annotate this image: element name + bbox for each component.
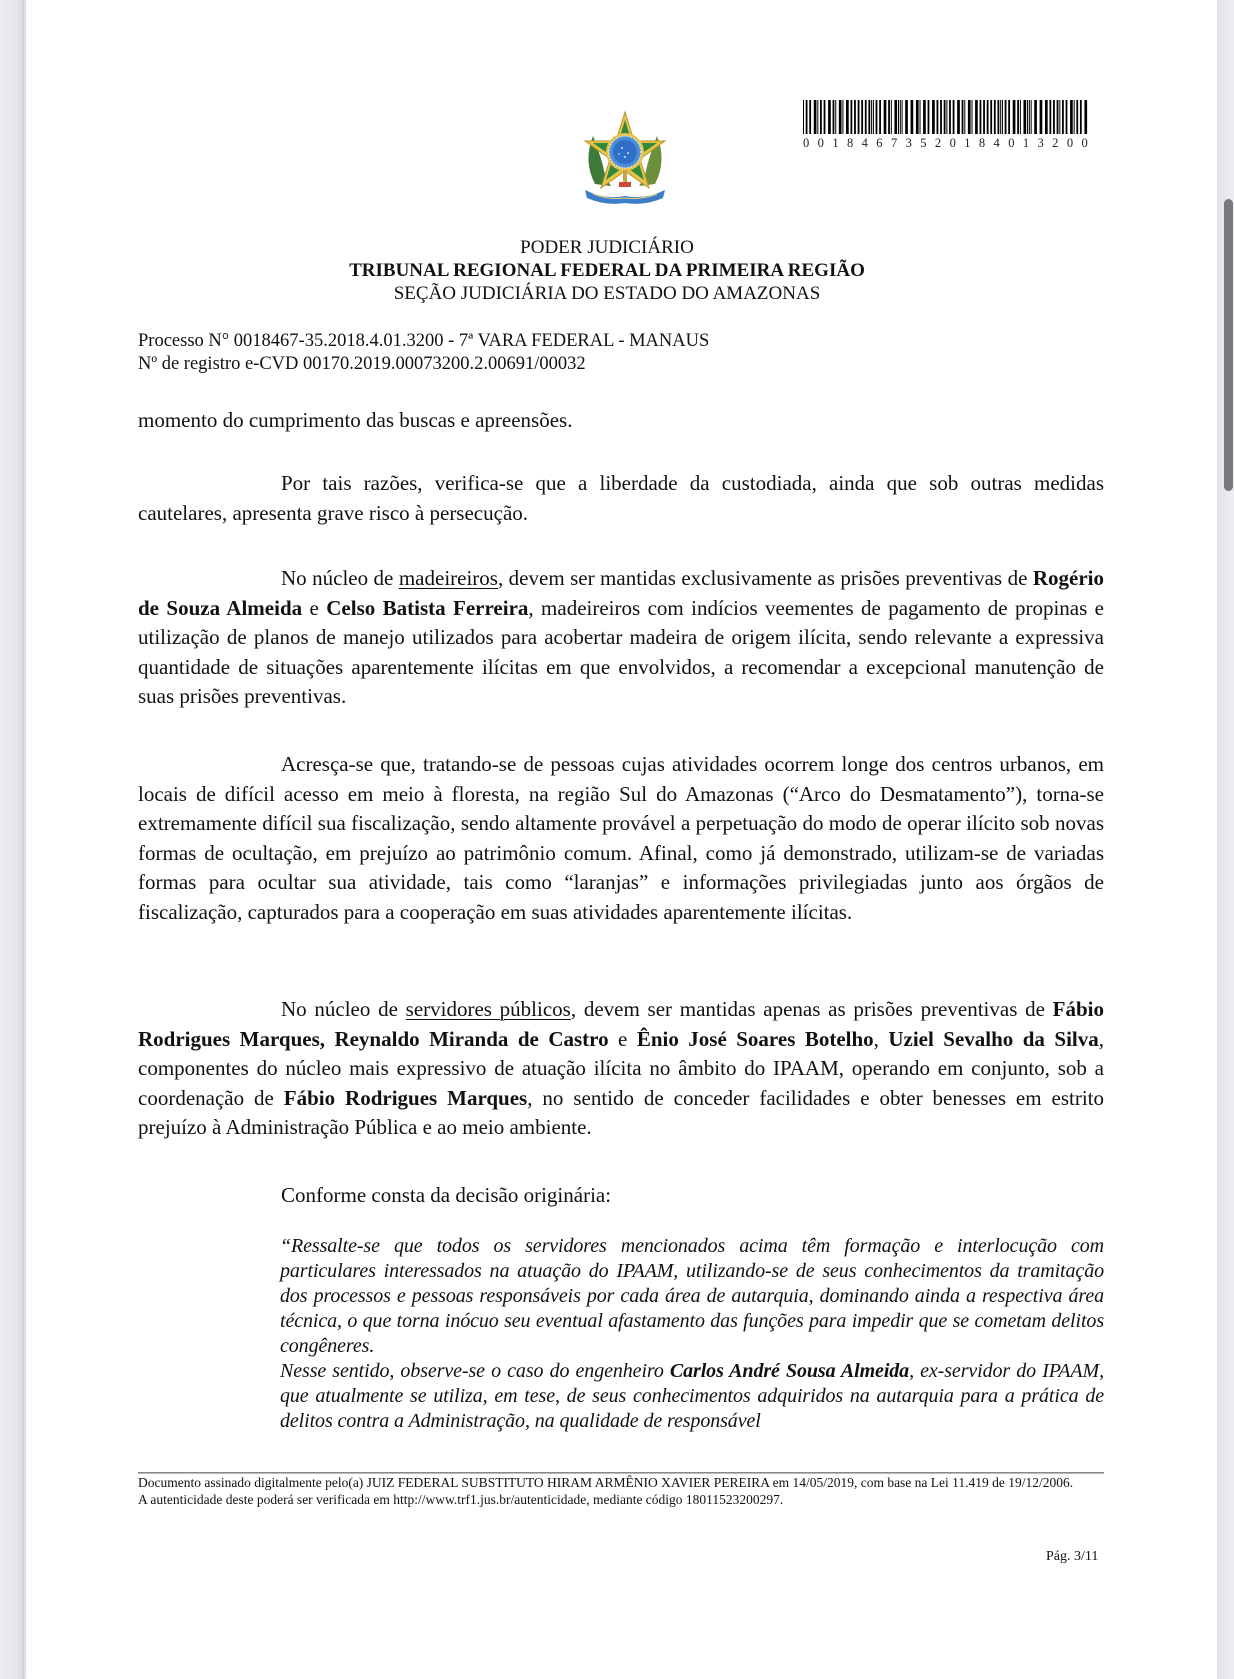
defendant-name: Rogério de Souza Almeida [138, 566, 1104, 620]
barcode-bar [828, 100, 831, 134]
paragraph-risk: Por tais razões, verifica-se que a liberdade da custodiada, ainda que sob outras medidas cautelares, apresenta grave risco à persecução. [138, 471, 1104, 525]
underlined-term: madeireiros [398, 566, 498, 590]
barcode-bar [962, 100, 964, 134]
header-secao: SEÇÃO JUDICIÁRIA DO ESTADO DO AMAZONAS [393, 283, 821, 304]
barcode-bar [944, 100, 946, 134]
barcode-digit: 0 [817, 136, 824, 150]
barcode-bar [937, 100, 939, 134]
barcode-bar [1017, 100, 1019, 134]
barcode-bar [835, 100, 836, 134]
header-poder-judiciario: PODER JUDICIÁRIO [520, 237, 694, 258]
barcode-bar [1084, 100, 1087, 134]
barcode-bar [806, 100, 808, 134]
barcode-bar [932, 100, 935, 134]
barcode-bar [1057, 100, 1059, 134]
barcode-digit: 1 [832, 136, 839, 150]
barcode-digit: 0 [949, 136, 956, 150]
barcode-digit: 0 [1008, 136, 1015, 150]
footer [138, 1475, 1104, 1508]
barcode-bar [888, 100, 890, 134]
process-number: Processo N° 0018467-35.2018.4.01.3200 - 7ª VARA FEDERAL - MANAUS [138, 331, 710, 351]
header-tribunal: TRIBUNAL REGIONAL FEDERAL DA PRIMEIRA REGIÃO [349, 260, 865, 281]
barcode-bar [833, 100, 835, 134]
barcode-bar [803, 100, 804, 134]
barcode-bar [968, 100, 971, 134]
barcode-digit: 4 [993, 136, 1000, 150]
barcode-bar [900, 100, 901, 134]
barcode-bar [928, 100, 930, 134]
barcode-bar [1074, 100, 1075, 134]
barcode-digit: 5 [920, 136, 927, 150]
barcode-bar [1080, 100, 1082, 134]
barcode-bar [949, 100, 951, 134]
barcode-bar [983, 100, 985, 134]
barcode-bar [854, 100, 856, 134]
brazil-coat-of-arms-icon [575, 106, 675, 206]
paragraph-madeireiros: No núcleo de madeireiros, devem ser mantidas exclusivamente as prisões preventivas de Rogério de Souza Almeida e Celso Batista Ferreira, madeireiros com indícios veementes de pagamento de propinas e utilização de planos de manejo utilizados para acobertar madeira de origem ilícita, sendo relevante a expressiva quantidade de situações aparentemente ilícitas em que envolvidos, a recomendar a excepcional manutenção de suas prisões preventivas. [138, 566, 1104, 708]
footer-divider [138, 1472, 1104, 1474]
barcode-bar [916, 100, 919, 134]
barcode-icon [803, 100, 1088, 134]
barcode-digit: 3 [905, 136, 912, 150]
barcode-digits [803, 136, 1088, 151]
defendant-name: Celso Batista Ferreira [326, 595, 529, 620]
barcode-bar [905, 100, 908, 134]
barcode-bar [846, 100, 849, 134]
barcode-bar [884, 100, 887, 134]
barcode-digit: 3 [1037, 136, 1044, 150]
barcode-bar [865, 100, 867, 134]
barcode-bar [817, 100, 818, 134]
authenticity-notice: A autenticidade deste poderá ser verificada em http://www.trf1.jus.br/autenticidade, mediante código 18011523200297. [138, 1491, 784, 1507]
barcode-bar [964, 100, 965, 134]
barcode-bar [868, 100, 870, 134]
barcode-bar [902, 100, 903, 134]
barcode-bar [1000, 100, 1001, 134]
barcode-bar [842, 100, 843, 134]
barcode-bar [873, 100, 874, 134]
barcode-bar [1066, 100, 1068, 134]
barcode-bar [871, 100, 872, 134]
barcode-bar [820, 100, 822, 134]
barcode-bar [1029, 100, 1030, 134]
barcode-bar [1020, 100, 1021, 134]
barcode-digit: 6 [876, 136, 883, 150]
scrollbar-thumb[interactable] [1224, 199, 1233, 491]
barcode-bar [940, 100, 942, 134]
defendant-name: Carlos André Sousa Almeida [669, 1360, 910, 1382]
barcode-bar [814, 100, 817, 134]
barcode-bar [809, 100, 811, 134]
barcode-digit: 0 [1066, 136, 1074, 150]
barcode-bar [987, 100, 989, 134]
defendant-name: Fábio Rodrigues Marques, Reynaldo Miranda de Castro [138, 997, 1104, 1051]
barcode-bar [1002, 100, 1003, 134]
barcode-bar [858, 100, 860, 134]
defendant-name: Fábio Rodrigues Marques [283, 1085, 528, 1110]
barcode-bar [876, 100, 878, 134]
paragraph-conforme: Conforme consta da decisão originária: [281, 1183, 612, 1207]
barcode-bar [946, 100, 947, 134]
barcode-bar [1053, 100, 1055, 134]
defendant-name: Uziel Sevalho da Silva [888, 1026, 1099, 1051]
barcode-digit: 0 [803, 136, 810, 150]
paragraph-arco-desmatamento: Acresça-se que, tratando-se de pessoas cujas atividades ocorrem longe dos centros urbanos, em locais de difícil acesso em meio à floresta, na região Sul do Amazonas (“Arco do Desmatamento”), torna-se extremamente difícil sua fiscalização, sendo altamente provável a perpetuação do modo de operar ilícito sob novas formas de ocultação, em prejuízo ao patrimônio comum. Afinal, como já demonstrado, utilizam-se de variadas formas para ocultar sua atividade, tais como “laranjas” e informações privilegiadas junto aos órgãos de fiscalização, capturados para a cooperação em suas atividades aparentemente ilícitas. [138, 752, 1104, 924]
registry-number: Nº de registro e-CVD 00170.2019.00073200.2.00691/00032 [138, 354, 586, 374]
barcode-digit: 4 [861, 136, 868, 150]
barcode-bar [971, 100, 972, 134]
barcode-bar [894, 100, 897, 134]
barcode-bar [1031, 100, 1032, 134]
barcode-digit: 1 [1022, 136, 1030, 150]
barcode-digit: 1 [964, 136, 971, 150]
quote-paragraph: “Ressalte-se que todos os servidores mencionados acima têm formação e interlocução com particulares interessados na atuação do IPAAM, utilizando-se de seus conhecimentos da tramitação dos processos e pessoas responsáveis por cada área de autarquia, dominando ainda a respectiva área técnica, o que torna inócuo seu eventual afastamento das funções para impedir que se cometam delitos congêneres. [280, 1235, 1104, 1357]
barcode-bar [975, 100, 978, 134]
barcode-bar [839, 100, 842, 134]
underlined-term: servidores públicos [405, 997, 571, 1021]
barcode-bar [1023, 100, 1026, 134]
barcode-bar [851, 100, 853, 134]
barcode-bar [1059, 100, 1060, 134]
barcode-bar [1049, 100, 1051, 134]
barcode-bar [879, 100, 881, 134]
barcode-digit: 2 [934, 136, 942, 150]
paragraph-continuation: momento do cumprimento das buscas e apreensões. [138, 408, 573, 432]
page-number: Pág. 3/11 [1046, 1549, 1099, 1564]
barcode-digit: 8 [846, 136, 854, 150]
barcode-bar [923, 100, 926, 134]
defendant-name: Ênio José Soares Botelho [636, 1026, 874, 1051]
barcode-digit: 2 [1052, 136, 1059, 150]
barcode-bar [1008, 100, 1010, 134]
barcode-bar [1070, 100, 1073, 134]
quote-paragraph: Nesse sentido, observe-se o caso do engenheiro Carlos André Sousa Almeida, ex-servidor do IPAAM, que atualmente se utiliza, em tese, de seus conhecimentos adquiridos na autarquia para a prática de delitos contra a Administração, na qualidade de responsável [280, 1360, 1104, 1432]
barcode-digit: 0 [1081, 136, 1088, 150]
barcode-bar [1040, 100, 1043, 134]
signature-notice: Documento assinado digitalmente pelo(a) JUIZ FEDERAL SUBSTITUTO HIRAM ARMÊNIO XAVIER PEREIRA em 14/05/2019, com base na Lei 11.419 de 19/12/2006. [138, 1475, 1074, 1490]
barcode-bar [898, 100, 899, 134]
barcode-bar [911, 100, 914, 134]
barcode-bar [1045, 100, 1048, 134]
barcode-bar [1013, 100, 1016, 134]
barcode-bar [980, 100, 982, 134]
barcode-bar [990, 100, 992, 134]
barcode-bar [957, 100, 960, 134]
barcode-bar [994, 100, 996, 134]
barcode-bar [1034, 100, 1037, 134]
barcode-bar [824, 100, 826, 134]
barcode-bar [1062, 100, 1064, 134]
quote-block [280, 1234, 1104, 1434]
barcode-bar [1027, 100, 1028, 134]
barcode-bar [1005, 100, 1007, 134]
paragraph-servidores: No núcleo de servidores públicos, devem ser mantidas apenas as prisões preventivas de Fábio Rodrigues Marques, Reynaldo Miranda de Castro e Ênio José Soares Botelho, Uziel Sevalho da Silva, componentes do núcleo mais expressivo de atuação ilícita no âmbito do IPAAM, operando em conjunto, sob a coordenação de Fábio Rodrigues Marques, no sentido de conceder facilidades e obter benesses em estrito prejuízo à Administração Pública e ao meio ambiente. [138, 997, 1104, 1139]
barcode-bar [920, 100, 921, 134]
barcode-bar [1076, 100, 1078, 134]
barcode-digit: 8 [978, 136, 986, 150]
barcode-bar [891, 100, 892, 134]
barcode-bar [953, 100, 955, 134]
barcode-digit: 7 [890, 136, 898, 150]
barcode-bar [997, 100, 999, 134]
barcode-bar [861, 100, 863, 134]
